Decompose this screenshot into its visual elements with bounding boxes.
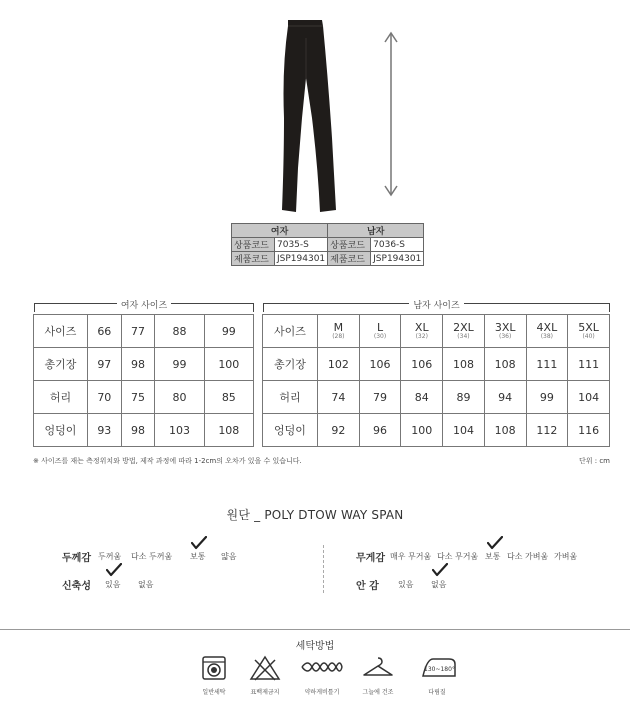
value-cell: 106 xyxy=(359,348,401,381)
value-cell: 98 xyxy=(121,348,155,381)
row-label: 총기장 xyxy=(34,348,88,381)
value-cell: 74 xyxy=(318,381,360,414)
women-size-bracket xyxy=(34,303,254,312)
table-row xyxy=(263,348,610,381)
size-cell xyxy=(526,315,568,348)
value-cell: 108 xyxy=(484,348,526,381)
value-cell: 104 xyxy=(443,414,485,447)
size-label: 3XL xyxy=(494,321,516,334)
wash-label: 표백제금지 xyxy=(250,689,280,696)
lining-option: 있음 xyxy=(398,580,414,589)
thickness-label: 두께감 xyxy=(62,553,91,564)
pants-product-image xyxy=(276,18,348,214)
value-cell: 94 xyxy=(484,381,526,414)
men-size-bracket xyxy=(263,303,610,312)
weight-option: 매우 무거움 xyxy=(390,552,432,561)
iron-temperature: 130~180° xyxy=(424,666,455,673)
wash-label: 그늘에 건조 xyxy=(362,689,394,696)
size-cell xyxy=(359,315,401,348)
lining-label: 안 감 xyxy=(356,581,379,592)
size-cell xyxy=(401,315,443,348)
size-waist: (38) xyxy=(540,333,554,340)
row-label: 엉덩이 xyxy=(263,414,318,447)
table-row xyxy=(34,315,254,348)
size-label: 5XL xyxy=(578,321,599,334)
value-cell: 111 xyxy=(526,348,568,381)
women-size-table xyxy=(33,314,254,447)
value-cell: 99 xyxy=(155,348,204,381)
size-note: ※ 사이즈를 재는 측정위치와 방법, 제작 과정에 따라 1-2cm의 오차가 있을 수 있습니다. xyxy=(33,457,302,465)
stretch-option-selected: 있음 xyxy=(105,580,121,589)
value-cell: 112 xyxy=(526,414,568,447)
value-cell: 92 xyxy=(318,414,360,447)
table-row xyxy=(34,348,254,381)
row-label: 허리 xyxy=(34,381,88,414)
thickness-option: 얇음 xyxy=(221,552,237,561)
size-waist: (34) xyxy=(457,333,470,340)
checkmark-icon xyxy=(432,563,448,577)
value-cell: 111 xyxy=(568,348,610,381)
table-row xyxy=(263,381,610,414)
value-cell: 97 xyxy=(88,348,122,381)
stretch-option: 없음 xyxy=(138,580,154,589)
women-item-code-label: 제품코드 xyxy=(232,252,275,266)
size-cell: 99 xyxy=(204,315,253,348)
table-row xyxy=(34,381,254,414)
men-size-title: 남자 사이즈 xyxy=(409,301,463,311)
fabric-title: 원단 _ POLY DTOW WAY SPAN xyxy=(226,508,404,522)
value-cell: 80 xyxy=(155,381,204,414)
value-cell: 103 xyxy=(155,414,204,447)
size-waist: (32) xyxy=(415,333,428,340)
row-label: 허리 xyxy=(263,381,318,414)
value-cell: 108 xyxy=(204,414,253,447)
thickness-option: 다소 두꺼움 xyxy=(131,552,173,561)
value-cell: 70 xyxy=(88,381,122,414)
table-row xyxy=(34,414,254,447)
women-item-code: JSP194301 xyxy=(275,252,328,266)
section-separator xyxy=(0,629,630,630)
length-arrow-icon xyxy=(383,30,399,198)
value-cell: 108 xyxy=(443,348,485,381)
weight-option-selected: 보통 xyxy=(485,552,501,561)
size-waist: (40) xyxy=(582,333,595,340)
size-label: 2XL xyxy=(453,321,474,334)
value-cell: 108 xyxy=(484,414,526,447)
women-size-title: 여자 사이즈 xyxy=(117,301,171,311)
value-cell: 100 xyxy=(401,414,443,447)
size-label: 4XL xyxy=(536,321,558,334)
hanger-shade-dry-icon xyxy=(361,655,395,679)
weight-label: 무게감 xyxy=(356,553,385,564)
wash-label: 일반세탁 xyxy=(202,689,226,696)
weight-option: 가벼움 xyxy=(554,552,578,561)
table-row xyxy=(263,315,610,348)
men-size-table xyxy=(262,314,610,447)
women-product-code: 7035-S xyxy=(275,238,328,252)
men-item-code-label: 제품코드 xyxy=(328,252,371,266)
weight-option: 다소 무거움 xyxy=(437,552,479,561)
value-cell: 106 xyxy=(401,348,443,381)
women-product-code-label: 상품코드 xyxy=(232,238,275,252)
thickness-option: 두꺼움 xyxy=(98,552,122,561)
men-product-code: 7036-S xyxy=(371,238,424,252)
value-cell: 99 xyxy=(526,381,568,414)
size-cell xyxy=(484,315,526,348)
row-label: 엉덩이 xyxy=(34,414,88,447)
unit-label: 단위 : cm xyxy=(578,457,610,465)
size-label: M xyxy=(333,321,344,334)
checkmark-icon xyxy=(106,563,122,577)
men-product-code-label: 상품코드 xyxy=(328,238,371,252)
size-label: XL xyxy=(414,321,429,334)
value-cell: 102 xyxy=(318,348,360,381)
thickness-option-selected: 보통 xyxy=(190,552,206,561)
size-cell xyxy=(568,315,610,348)
product-code-table xyxy=(231,223,424,266)
value-cell: 96 xyxy=(359,414,401,447)
gentle-wring-icon xyxy=(300,658,344,676)
weight-option: 다소 가벼움 xyxy=(507,552,549,561)
size-waist: (28) xyxy=(332,333,345,340)
value-cell: 85 xyxy=(204,381,253,414)
fabric-divider xyxy=(323,545,324,593)
size-cell: 66 xyxy=(88,315,122,348)
size-cell: 88 xyxy=(155,315,204,348)
size-cell: 77 xyxy=(121,315,155,348)
value-cell: 89 xyxy=(443,381,485,414)
row-label: 사이즈 xyxy=(34,315,88,348)
table-row xyxy=(263,414,610,447)
washing-machine-icon xyxy=(201,655,227,681)
checkmark-icon xyxy=(487,536,503,550)
value-cell: 79 xyxy=(359,381,401,414)
stretch-label: 신축성 xyxy=(62,581,91,592)
row-label: 총기장 xyxy=(263,348,318,381)
value-cell: 84 xyxy=(401,381,443,414)
size-cell xyxy=(443,315,485,348)
value-cell: 100 xyxy=(204,348,253,381)
no-bleach-icon xyxy=(249,655,281,681)
wash-label: 약하게비틀기 xyxy=(304,689,340,696)
checkmark-icon xyxy=(191,536,207,550)
men-item-code: JSP194301 xyxy=(371,252,424,266)
value-cell: 75 xyxy=(121,381,155,414)
value-cell: 104 xyxy=(568,381,610,414)
size-waist: (36) xyxy=(499,333,512,340)
value-cell: 93 xyxy=(88,414,122,447)
women-header: 여자 xyxy=(232,224,328,238)
size-cell xyxy=(318,315,360,348)
size-label: L xyxy=(376,321,384,334)
size-waist: (30) xyxy=(373,333,387,340)
row-label: 사이즈 xyxy=(263,315,318,348)
lining-option-selected: 없음 xyxy=(431,580,447,589)
wash-label: 다림질 xyxy=(428,689,446,696)
value-cell: 98 xyxy=(121,414,155,447)
men-header: 남자 xyxy=(328,224,424,238)
washing-title: 세탁방법 xyxy=(295,641,335,652)
value-cell: 116 xyxy=(568,414,610,447)
